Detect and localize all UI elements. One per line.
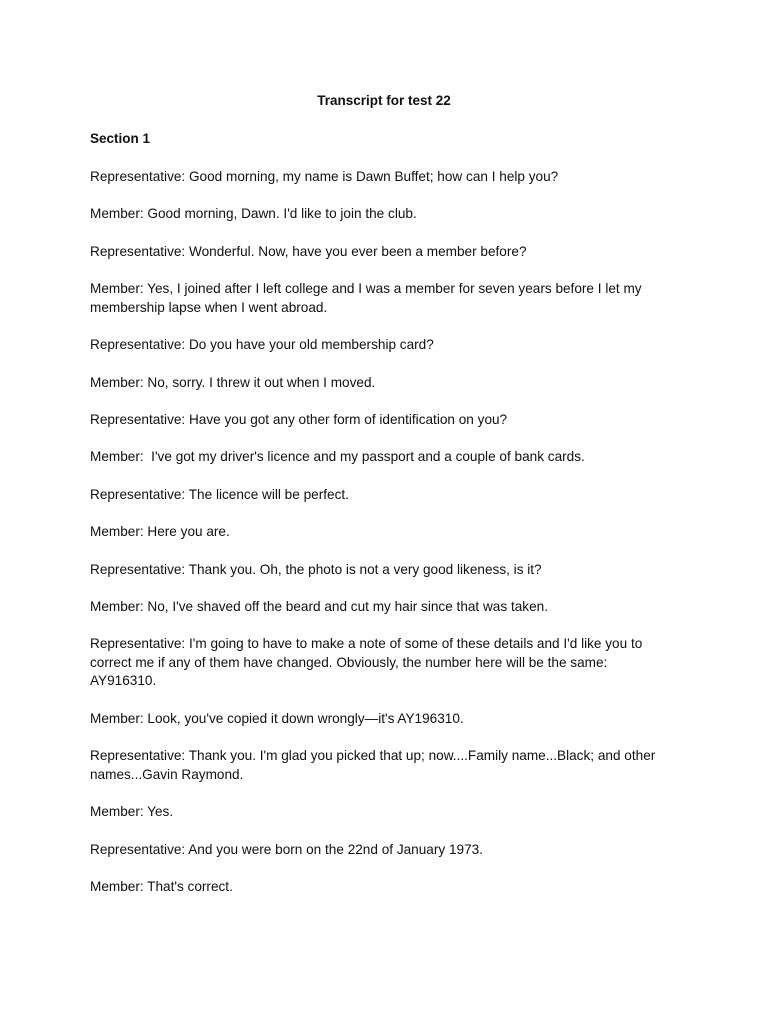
dialogue-line: Representative: Wonderful. Now, have you ever been a member before? (90, 243, 527, 259)
dialogue-line: Representative: I'm going to have to make a note of some of these details and I'd like you to correct me if any of them have changed. Obviously, the number here will be the same: AY916310. (90, 636, 647, 689)
dialogue-line: Representative: Good morning, my name is Dawn Buffet; how can I help you? (90, 169, 559, 184)
dialogue-line: Member: I've got my driver's licence and my passport and a couple of bank cards. (90, 449, 585, 465)
dialogue-body (90, 168, 675, 915)
dialogue-line: Representative: The licence will be perfect. (90, 486, 349, 502)
dialogue-line: Member: No, I've shaved off the beard and cut my hair since that was taken. (90, 598, 548, 614)
dialogue-line: Representative: Thank you. I'm glad you picked that up; now....Family name...Black; and other names...Gavin Raymond. (90, 748, 660, 782)
section-heading: Section 1 (90, 131, 151, 146)
dialogue-line: Member: Good morning, Dawn. I'd like to join the club. (90, 206, 417, 222)
dialogue-line: Member: Yes, I joined after I left college and I was a member for seven years before I let my membership lapse when I went abroad. (90, 281, 646, 315)
dialogue-line: Member: No, sorry. I threw it out when I moved. (90, 374, 376, 390)
dialogue-line: Member: Look, you've copied it down wrongly—it's AY196310. (90, 710, 464, 726)
dialogue-line: Member: That's correct. (90, 879, 233, 895)
dialogue-line: Representative: Thank you. Oh, the photo is not a very good likeness, is it? (90, 561, 542, 577)
dialogue-line: Member: Here you are. (90, 524, 230, 540)
document-title: Transcript for test 22 (317, 93, 451, 108)
dialogue-line: Representative: Do you have your old membership card? (90, 337, 434, 353)
dialogue-line: Representative: And you were born on the 22nd of January 1973. (90, 841, 483, 857)
dialogue-line: Representative: Have you got any other form of identification on you? (90, 411, 508, 427)
dialogue-line: Member: Yes. (90, 804, 174, 820)
